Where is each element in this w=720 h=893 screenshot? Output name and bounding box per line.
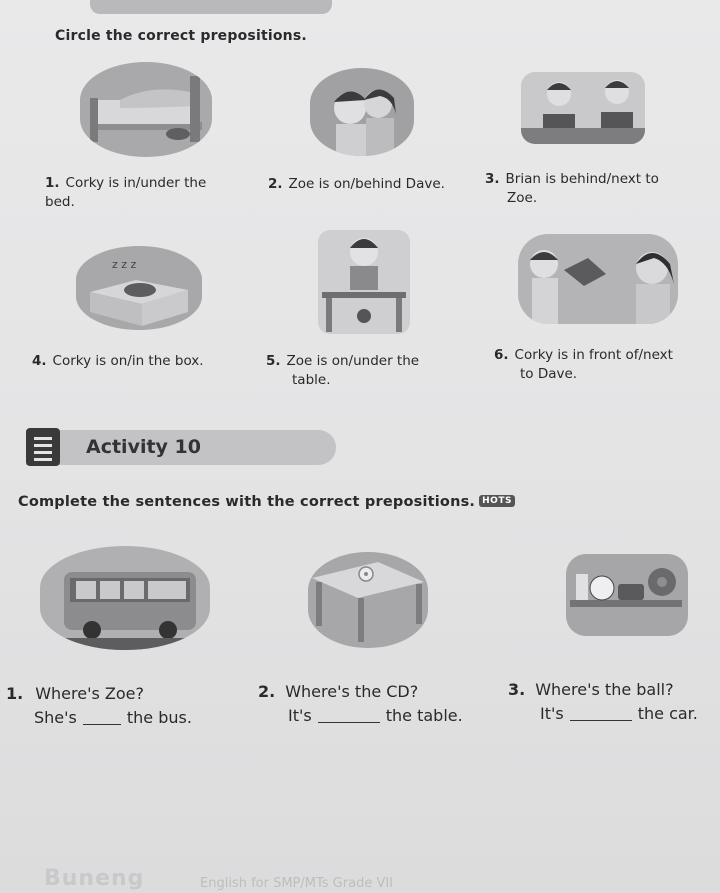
item-a-2 bbox=[268, 175, 473, 194]
item-number: 4. bbox=[32, 353, 47, 369]
question-text: Where's the ball? bbox=[535, 680, 674, 699]
item-number: 2. bbox=[268, 176, 283, 192]
item-text: Zoe is on/under the bbox=[286, 353, 420, 369]
item-number: 6. bbox=[494, 347, 509, 363]
previous-activity-tab bbox=[90, 0, 332, 14]
item-a-4 bbox=[32, 352, 262, 371]
item-a-3 bbox=[485, 170, 705, 208]
corky-dave-picture bbox=[518, 234, 678, 324]
item-text: Brian is behind/next to bbox=[505, 171, 659, 187]
toys-shelf-picture bbox=[566, 554, 688, 636]
answer-blank[interactable] bbox=[318, 708, 380, 723]
item-b-3 bbox=[508, 678, 718, 726]
bus-picture bbox=[40, 546, 210, 650]
bed-picture bbox=[80, 62, 212, 157]
table-picture bbox=[318, 230, 410, 334]
question-text: Where's Zoe? bbox=[35, 684, 144, 703]
item-text: Corky is in/under the bbox=[65, 175, 207, 191]
zoe-dave-picture bbox=[310, 68, 414, 156]
footer-subtitle: English for SMP/MTs Grade VII bbox=[200, 876, 394, 891]
answer-lead: It's bbox=[288, 706, 312, 725]
instruction-text: Complete the sentences with the correct prepositions. bbox=[18, 494, 476, 510]
question-text: Where's the CD? bbox=[285, 682, 419, 701]
item-a-1 bbox=[45, 174, 245, 212]
item-number: 1. bbox=[6, 684, 24, 703]
item-number: 1. bbox=[45, 175, 60, 191]
answer-tail: the car. bbox=[637, 704, 698, 723]
item-text-cont: table. bbox=[292, 372, 331, 388]
notebook-icon bbox=[26, 428, 60, 466]
item-number: 3. bbox=[485, 171, 500, 187]
item-text-cont: to Dave. bbox=[520, 366, 578, 382]
instruction-complete bbox=[18, 494, 515, 510]
item-a-5 bbox=[266, 352, 476, 390]
item-text: Zoe is on/behind Dave. bbox=[288, 176, 445, 192]
item-text: Corky is on/in the box. bbox=[52, 353, 204, 369]
answer-lead: It's bbox=[540, 704, 564, 723]
answer-blank[interactable] bbox=[570, 706, 632, 721]
item-text-cont: Zoe. bbox=[507, 190, 538, 206]
item-b-1 bbox=[6, 682, 246, 730]
item-b-2 bbox=[258, 680, 498, 728]
answer-lead: She's bbox=[34, 708, 77, 727]
item-number: 2. bbox=[258, 682, 276, 701]
instruction-circle: Circle the correct prepositions. bbox=[55, 28, 307, 44]
answer-tail: the bus. bbox=[126, 708, 192, 727]
box-picture bbox=[76, 246, 202, 330]
cd-table-picture bbox=[308, 552, 428, 648]
hots-badge: HOTS bbox=[479, 495, 515, 507]
item-text-cont: bed. bbox=[45, 194, 75, 210]
item-text: Corky is in front of/next bbox=[514, 347, 673, 363]
activity-title: Activity 10 bbox=[86, 436, 201, 458]
answer-tail: the table. bbox=[385, 706, 463, 725]
item-number: 5. bbox=[266, 353, 281, 369]
item-number: 3. bbox=[508, 680, 526, 699]
answer-blank[interactable] bbox=[83, 710, 121, 725]
item-a-6 bbox=[494, 346, 714, 384]
brian-zoe-picture bbox=[521, 72, 645, 144]
footer-brand: Buneng bbox=[44, 866, 145, 891]
svg-text:z z z: z z z bbox=[112, 258, 137, 271]
